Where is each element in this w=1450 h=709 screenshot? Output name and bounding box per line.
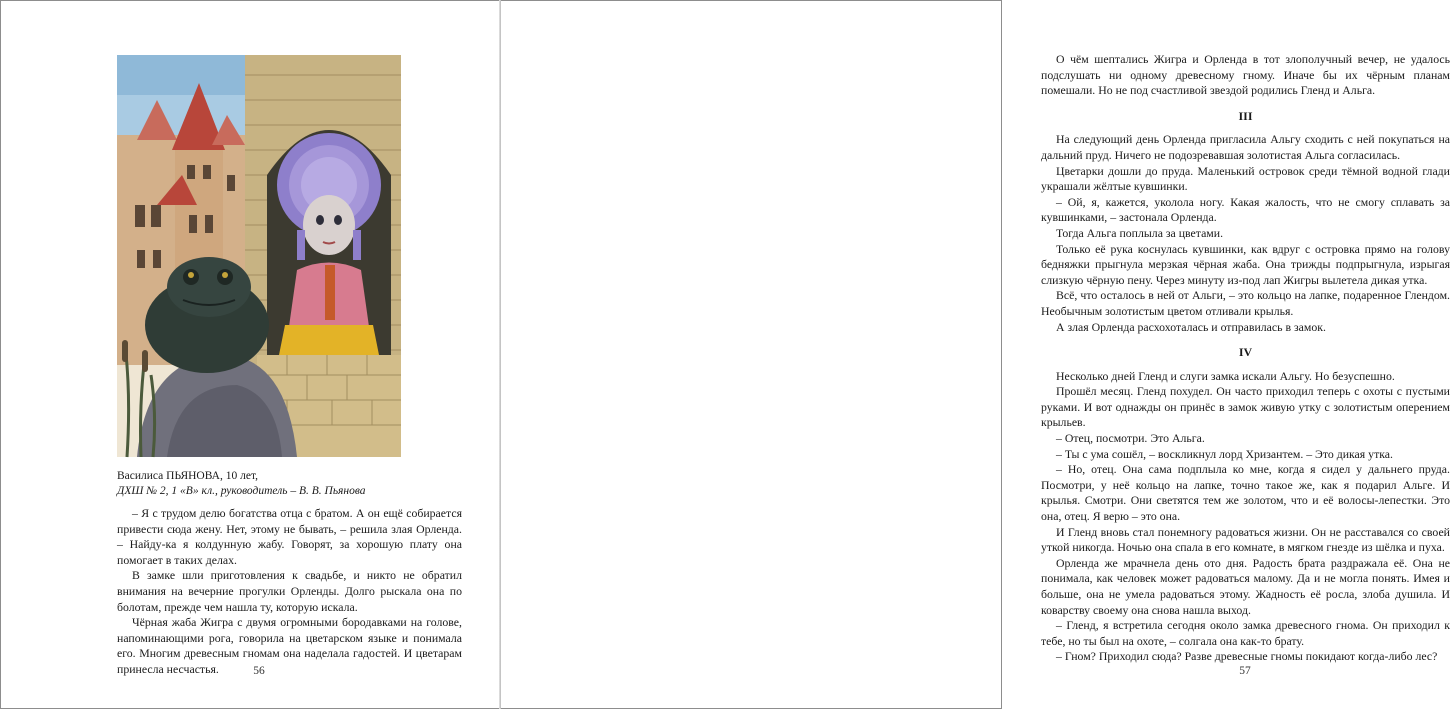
paragraph: Чёрная жаба Жигра с двумя огромными бородавками на голове, напоминающими рога, говорила на цветарском языке и понимала его. Многим древесным гномам она наделала гадостей. И цветарам принесла несчастья. — [117, 615, 462, 676]
illustration-svg — [117, 55, 401, 457]
caption-author: Василиса ПЬЯНОВА, 10 лет, — [117, 470, 258, 482]
paragraph: И Гленд вновь стал понемногу радоваться жизни. Он не расставался со своей уткой никогда. Ночью она спала в его комнате, в мягком гнезде из шёлка и пуха. — [1041, 524, 1450, 555]
paragraph: – Гном? Приходил сюда? Разве древесные гномы покидают когда-либо лес? — [1056, 649, 1438, 664]
paragraph: Только её рука коснулась кувшинки, как вдруг с островка прямо на голову бедняжки прыгнула мерзкая чёрная жаба. Она трижды подпрыгнула, изрыгая слизкую чёрную пену. Через минуту из-под лап Жигры вылетела дикая утка. — [1041, 241, 1450, 287]
caption-school: ДХШ № 2, 1 «В» кл., руководитель – В. В. Пьянова — [117, 485, 366, 497]
right-page-text — [1041, 52, 1450, 665]
paragraph: Всё, что осталось в ней от Альги, – это кольцо на лапке, подаренное Глендом. Необычным золотистым цветом отливали крылья. — [1041, 288, 1450, 318]
page-number-left: 56 — [253, 665, 265, 677]
paragraph: Прошёл месяц. Гленд похудел. Он часто приходил теперь с охоты с пустыми руками. И вот однажды он принёс в замок живую утку с золотистым оперением крыльев. — [1041, 384, 1450, 430]
paragraph: Тогда Альга поплыла за цветами. — [1056, 225, 1224, 240]
paragraph: – Ой, я, кажется, уколола ногу. Какая жалость, что не смогу сплавать за кувшинками, – застонала Орленда. — [1041, 194, 1450, 225]
section-heading-3: III — [1238, 108, 1253, 123]
illustration-caption — [117, 469, 417, 499]
section-heading-4: IV — [1238, 345, 1253, 360]
paragraph: – Гленд, я встретила сегодня около замка древесного гнома. Он приходил к тебе, но ты был на охоте, – солгала она как-то брату. — [1041, 618, 1450, 648]
page-number-right: 57 — [1239, 665, 1251, 677]
paragraph: На следующий день Орленда пригласила Альгу сходить с ней покупаться на дальний пруд. Ничего не подозревавшая золотистая Альга согласилась. — [1041, 132, 1450, 162]
paragraph: Несколько дней Гленд и слуги замка искали Альгу. Но безуспешно. — [1056, 368, 1395, 383]
paragraph: В замке шли приготовления к свадьбе, и никто не обратил внимания на вечерние прогулки Орленды. Долго рыскала она по болотам, прежде чем нашла ту, которую искала. — [117, 568, 462, 614]
left-page-text — [117, 506, 462, 678]
paragraph: – Отец, посмотри. Это Альга. — [1056, 431, 1205, 446]
paragraph: – Я с трудом делю богатства отца с братом. А он ещё собирается привести сюда жену. Нет, этому не бывать, – решила злая Орленда. – Найду-ка я колдунную жабу. Говорят, за хорошую плату она помогает в таких делах. — [117, 506, 462, 567]
child-drawing-illustration — [117, 55, 401, 457]
left-page — [0, 0, 501, 709]
paragraph: А злая Орленда расхохоталась и отправилась в замок. — [1056, 319, 1326, 334]
paragraph: – Но, отец. Она сама подплыла ко мне, когда я сидел у дальнего пруда. Посмотри, у неё кольцо на лапке, точно такое же, как я подарил Альге. И крылья. Смотри. Они светятся тем же золотом, что и её волосы-лепестки. Это она, отец. Я верю – это она. — [1041, 462, 1450, 524]
paragraph: Цветарки дошли до пруда. Маленький островок среди тёмной водной глади украшали жёлтые кувшинки. — [1041, 163, 1450, 194]
paragraph: Орленда же мрачнела день ото дня. Радость брата раздражала её. Она не понимала, как человек может радоваться малому. Да и не могла понять. Имея и больше, она не умела радоваться этому. Жадность её росла, злоба душила. И коварству своему она снова нашла выход. — [1041, 555, 1450, 617]
paragraph: – Ты с ума сошёл, – воскликнул лорд Хризантем. – Это дикая утка. — [1056, 446, 1393, 461]
paragraph: О чём шептались Жигра и Орленда в тот злополучный вечер, не удалось подслушать ни одному древесному гному. Иначе бы их чёрным планам помешали. Но не под счастливой звездой родились Гленд и Альга. — [1041, 52, 1450, 98]
right-page — [501, 0, 1450, 709]
